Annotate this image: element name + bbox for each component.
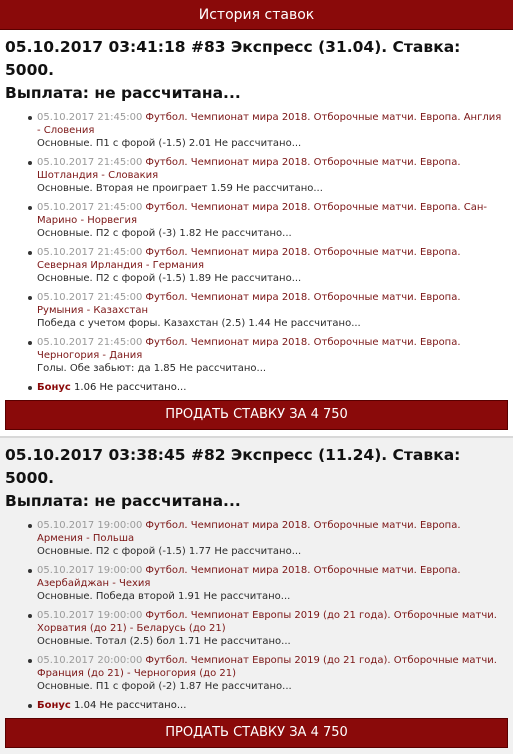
bonus-value: 1.04 Не рассчитано... <box>74 700 187 711</box>
bet-events-list <box>5 519 508 712</box>
bullet-icon <box>28 524 32 528</box>
bullet-icon <box>28 704 32 708</box>
list-item <box>37 291 508 330</box>
bullet-icon <box>28 206 32 210</box>
event-time: 05.10.2017 19:00:00 <box>37 565 143 576</box>
event-detail: Голы. Обе забьют: да 1.85 Не рассчитано... <box>37 363 267 374</box>
bonus-item <box>37 699 508 712</box>
bet-title-line1: 05.10.2017 03:38:45 #82 Экспресс (11.24). Ставка: 5000. <box>5 446 461 487</box>
bet-payout-line: Выплата: не рассчитана... <box>5 492 241 510</box>
event-link[interactable]: Футбол. Чемпионат Европы 2019 (до 21 года). Отборочные матчи. Хорватия (до 21) - Беларусь (до 21) <box>37 610 497 634</box>
list-item <box>37 609 508 648</box>
event-time: 05.10.2017 21:45:00 <box>37 157 143 168</box>
event-time: 05.10.2017 21:45:00 <box>37 202 143 213</box>
bullet-icon <box>28 296 32 300</box>
sell-bet-button[interactable]: ПРОДАТЬ СТАВКУ ЗА 4 750 <box>5 400 508 430</box>
event-detail: Основные. Вторая не проиграет 1.59 Не рассчитано... <box>37 183 323 194</box>
event-detail: Основные. П2 с форой (-3) 1.82 Не рассчитано... <box>37 228 292 239</box>
bet-events-list <box>5 111 508 394</box>
event-time: 05.10.2017 21:45:00 <box>37 337 143 348</box>
event-detail: Основные. Победа второй 1.91 Не рассчитано... <box>37 591 291 602</box>
list-item <box>37 336 508 375</box>
bet-title <box>5 36 508 105</box>
bet-card <box>0 436 513 754</box>
event-time: 05.10.2017 21:45:00 <box>37 247 143 258</box>
event-link[interactable]: Футбол. Чемпионат мира 2018. Отборочные матчи. Европа. Сан-Марино - Норвегия <box>37 202 487 226</box>
event-detail: Основные. Тотал (2.5) бол 1.71 Не рассчитано... <box>37 636 291 647</box>
event-link[interactable]: Футбол. Чемпионат мира 2018. Отборочные матчи. Европа. Черногория - Дания <box>37 337 461 361</box>
bet-payout-line: Выплата: не рассчитана... <box>5 84 241 102</box>
bonus-value: 1.06 Не рассчитано... <box>74 382 187 393</box>
event-time: 05.10.2017 21:45:00 <box>37 292 143 303</box>
event-time: 05.10.2017 19:00:00 <box>37 520 143 531</box>
event-link[interactable]: Футбол. Чемпионат мира 2018. Отборочные матчи. Европа. Армения - Польша <box>37 520 461 544</box>
bonus-label: Бонус <box>37 700 71 711</box>
list-item <box>37 564 508 603</box>
bullet-icon <box>28 251 32 255</box>
event-link[interactable]: Футбол. Чемпионат мира 2018. Отборочные матчи. Европа. Шотландия - Словакия <box>37 157 461 181</box>
bet-card <box>0 30 513 436</box>
event-detail: Основные. П1 с форой (-1.5) 2.01 Не рассчитано... <box>37 138 302 149</box>
bonus-item <box>37 381 508 394</box>
sell-bet-button[interactable]: ПРОДАТЬ СТАВКУ ЗА 4 750 <box>5 718 508 748</box>
event-detail: Основные. П1 с форой (-2) 1.87 Не рассчитано... <box>37 681 292 692</box>
event-link[interactable]: Футбол. Чемпионат мира 2018. Отборочные матчи. Европа. Северная Ирландия - Германия <box>37 247 461 271</box>
list-item <box>37 519 508 558</box>
event-detail: Основные. П2 с форой (-1.5) 1.89 Не рассчитано... <box>37 273 302 284</box>
bullet-icon <box>28 161 32 165</box>
list-item <box>37 246 508 285</box>
bullet-icon <box>28 569 32 573</box>
list-item <box>37 111 508 150</box>
event-link[interactable]: Футбол. Чемпионат мира 2018. Отборочные матчи. Европа. Азербайджан - Чехия <box>37 565 461 589</box>
list-item <box>37 201 508 240</box>
bullet-icon <box>28 386 32 390</box>
event-detail: Победа с учетом форы. Казахстан (2.5) 1.44 Не рассчитано... <box>37 318 361 329</box>
bet-title <box>5 444 508 513</box>
event-time: 05.10.2017 20:00:00 <box>37 655 143 666</box>
page-title: История ставок <box>198 7 315 23</box>
list-item <box>37 156 508 195</box>
page-header <box>0 0 513 30</box>
bonus-label: Бонус <box>37 382 71 393</box>
event-time: 05.10.2017 19:00:00 <box>37 610 143 621</box>
bullet-icon <box>28 614 32 618</box>
event-time: 05.10.2017 21:45:00 <box>37 112 143 123</box>
bullet-icon <box>28 341 32 345</box>
event-link[interactable]: Футбол. Чемпионат Европы 2019 (до 21 года). Отборочные матчи. Франция (до 21) - Черногория (до 21) <box>37 655 497 679</box>
bet-title-line1: 05.10.2017 03:41:18 #83 Экспресс (31.04). Ставка: 5000. <box>5 38 461 79</box>
event-link[interactable]: Футбол. Чемпионат мира 2018. Отборочные матчи. Европа. Англия - Словения <box>37 112 502 136</box>
bullet-icon <box>28 116 32 120</box>
event-detail: Основные. П2 с форой (-1.5) 1.77 Не рассчитано... <box>37 546 302 557</box>
event-link[interactable]: Футбол. Чемпионат мира 2018. Отборочные матчи. Европа. Румыния - Казахстан <box>37 292 461 316</box>
list-item <box>37 654 508 693</box>
bullet-icon <box>28 659 32 663</box>
